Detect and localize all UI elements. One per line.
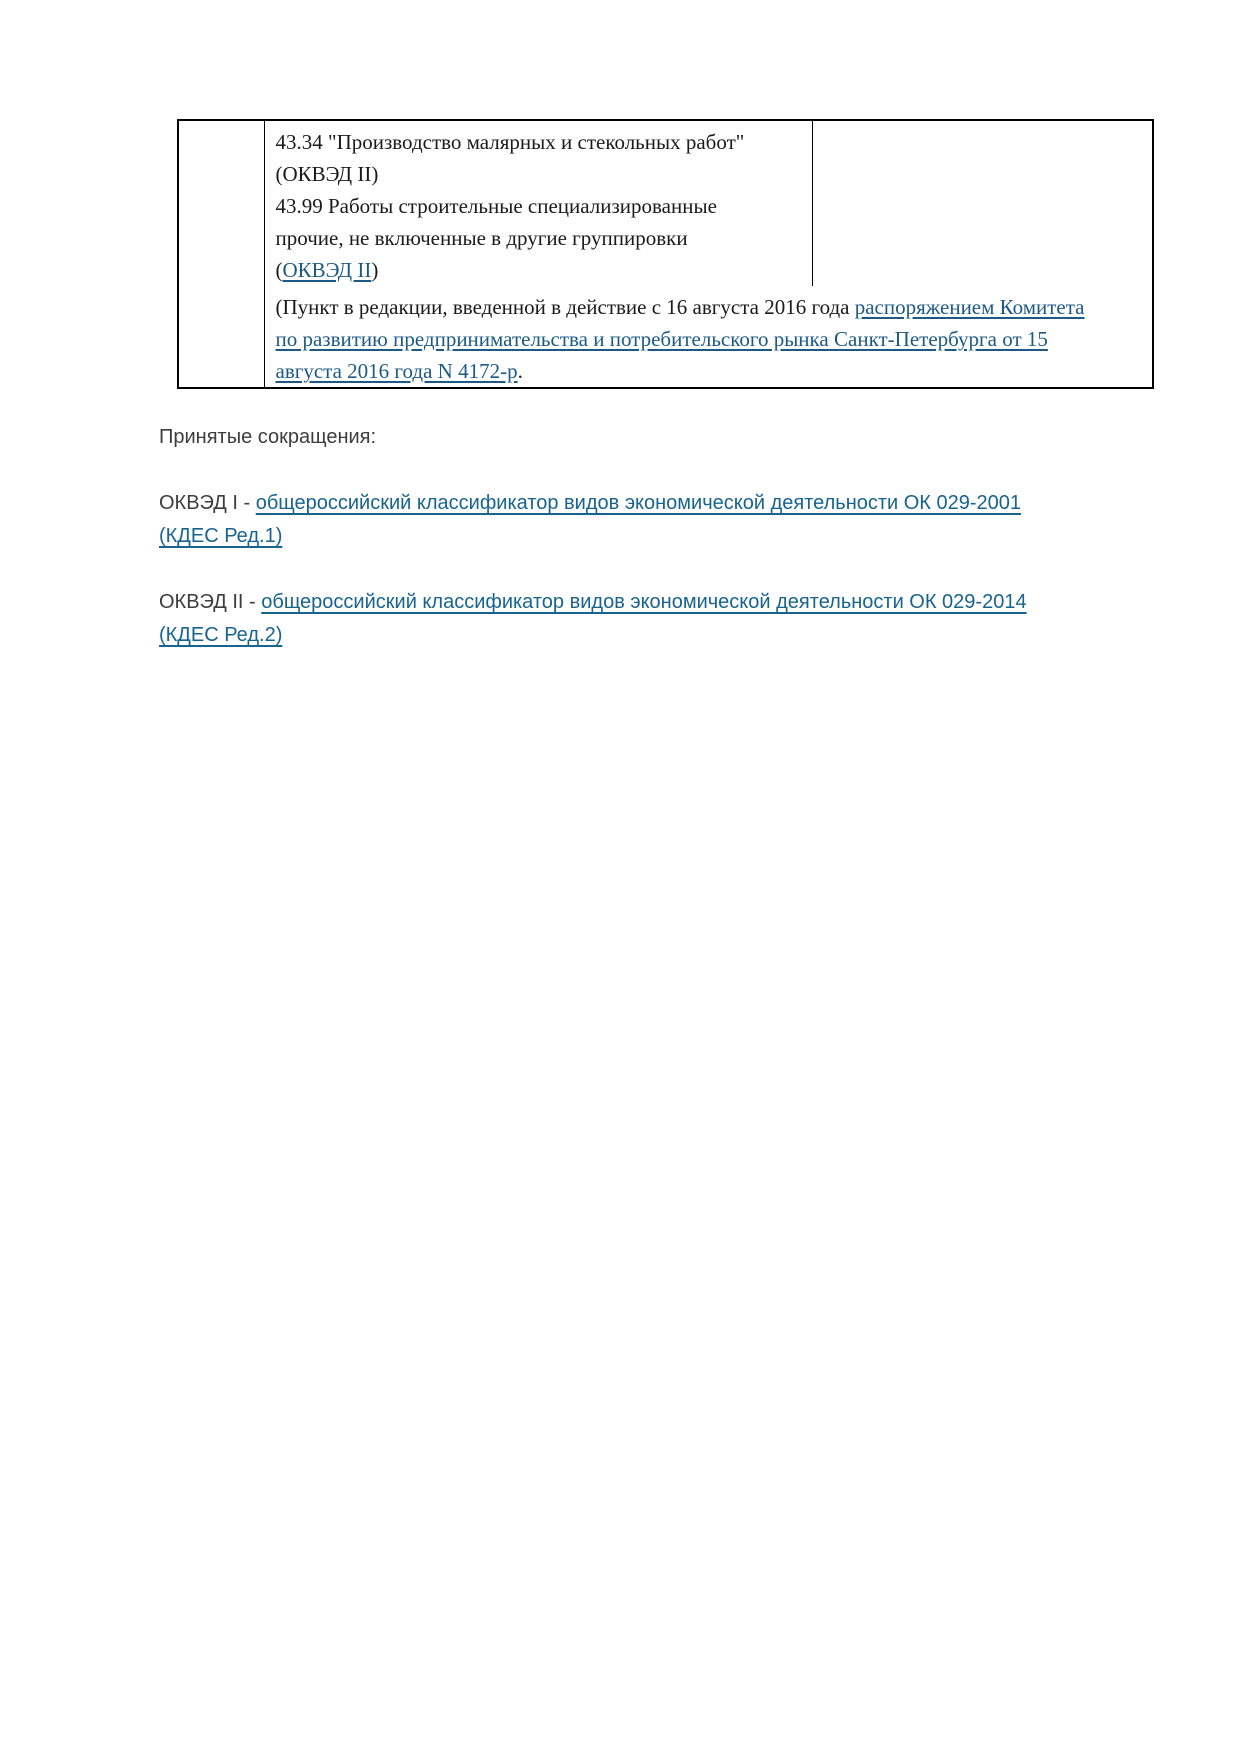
activity-line: 43.99 Работы строительные специализированные bbox=[275, 194, 717, 218]
text-segment: ) bbox=[371, 258, 379, 282]
activity-line: (ОКВЭД II) bbox=[275, 162, 379, 186]
text-segment: (Пункт в редакции, введенной в действие с 16 августа 2016 года bbox=[275, 295, 855, 319]
table-cell-activity bbox=[264, 120, 812, 286]
note-line bbox=[276, 355, 1142, 387]
abbr-prefix: ОКВЭД I - bbox=[159, 492, 256, 514]
decree-link-line3[interactable]: августа 2016 года N 4172-р bbox=[275, 359, 518, 383]
link-text-line2: (КДЕС Ред.2) bbox=[159, 624, 283, 646]
abbreviation-okved1 bbox=[159, 487, 1079, 553]
activity-table bbox=[177, 119, 1154, 389]
text-segment: ( bbox=[275, 258, 283, 282]
note-line bbox=[276, 291, 1142, 323]
text-segment: . bbox=[517, 359, 523, 383]
activity-line: прочие, не включенные в другие группировки bbox=[275, 226, 688, 250]
table-cell-note bbox=[264, 286, 1153, 388]
abbreviations-section bbox=[159, 421, 1079, 685]
decree-link-line1[interactable]: распоряжением Комитета bbox=[854, 295, 1085, 319]
table-cell-empty-left bbox=[178, 286, 264, 388]
abbr-prefix: ОКВЭД II - bbox=[159, 591, 262, 613]
activity-line: 43.34 "Производство малярных и стекольных работ" bbox=[275, 130, 745, 154]
abbreviation-okved2 bbox=[159, 586, 1079, 652]
table-cell-empty-right bbox=[812, 120, 1153, 286]
abbreviations-heading: Принятые сокращения: bbox=[159, 426, 377, 448]
table-row bbox=[178, 120, 1153, 286]
activity-line bbox=[276, 254, 801, 286]
link-text-line1: общероссийский классификатор видов экономической деятельности ОК 029-2001 bbox=[255, 492, 1022, 514]
table-cell-empty-left bbox=[178, 120, 264, 286]
link-text-line2: (КДЕС Ред.1) bbox=[159, 525, 283, 547]
decree-link-line2[interactable]: по развитию предпринимательства и потребительского рынка Санкт-Петербурга от 15 bbox=[275, 327, 1048, 351]
okved1-classifier-link[interactable] bbox=[159, 492, 1021, 547]
okved2-classifier-link[interactable] bbox=[159, 591, 1027, 646]
link-text-line1: общероссийский классификатор видов экономической деятельности ОК 029-2014 bbox=[261, 591, 1027, 613]
table-row bbox=[178, 286, 1153, 388]
okved-ii-link[interactable]: ОКВЭД II bbox=[282, 258, 372, 282]
note-line bbox=[276, 323, 1142, 355]
